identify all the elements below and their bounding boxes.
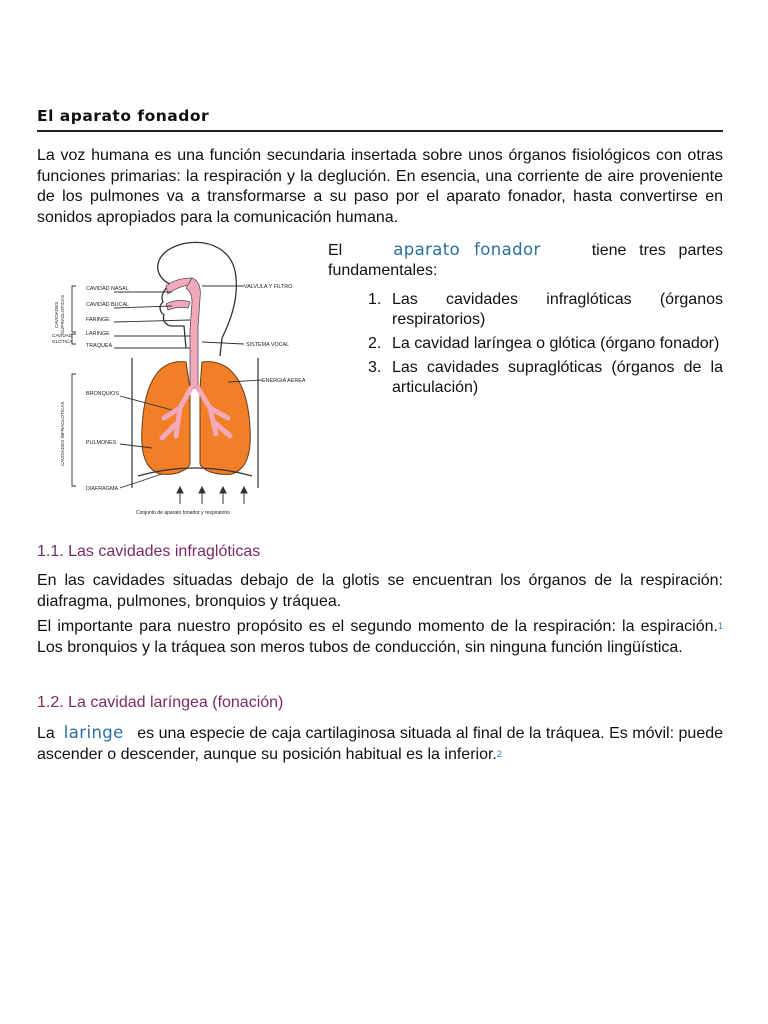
label-valvula: VALVULA Y FILTRO: [244, 284, 293, 290]
respiratory-diagram: [52, 238, 312, 520]
list-item: [328, 358, 723, 398]
term-laringe: laringe: [63, 723, 124, 742]
bracket-glotica-2: GLOTICA: [52, 339, 73, 344]
bracket-glotica-1: CAVIDAD: [52, 333, 73, 338]
section-1-p1-text: En las cavidades situadas debajo de la glotis se encuentran los órganos de la respiración: diafragma, pulmones, bronquios y tráquea.: [37, 572, 723, 610]
section-1-paragraph-2: [37, 617, 723, 658]
label-cavidad-nasal: CAVIDAD NASAL: [86, 286, 129, 292]
section-2-p1-text: [37, 723, 723, 765]
footnote-ref-2[interactable]: 2: [496, 748, 502, 759]
parts-list: [328, 290, 723, 398]
section-heading-infragloticas: 1.1. Las cavidades infraglóticas: [37, 543, 261, 560]
section-1-p2-part-b: Los bronquios y la tráquea son meros tubos de conducción, sin ninguna función lingüística.: [37, 638, 683, 656]
list-item-text: Las cavidades infraglóticas (órganos respiratorios): [392, 291, 723, 328]
label-pulmones: PULMONES: [86, 440, 117, 446]
label-cavidad-bucal: CAVIDAD BUCAL: [86, 302, 130, 308]
list-item-text: La cavidad laríngea o glótica (órgano fonador): [392, 335, 720, 352]
bracket-infra: CAVIDADES INFRAGLOTICAS: [60, 401, 65, 466]
list-item: [328, 290, 723, 330]
section-2-paragraph-1: [37, 723, 723, 765]
label-energia: ENERGIA AEREA: [262, 378, 306, 384]
term-aparato-fonador: aparato fonador: [393, 240, 541, 259]
bracket-supra-2: SUPRAGLOTICAS: [60, 294, 65, 334]
section-2-p1-before: La: [37, 725, 55, 742]
section-1-paragraph-1: [37, 571, 723, 612]
figure-caption: Conjunto de aparato fonador y respiratorio: [136, 510, 230, 516]
section-1-p2-text: [37, 617, 723, 658]
label-laringe: LARINGE: [86, 331, 110, 337]
section-1-p2-part-a: El importante para nuestro propósito es el segundo momento de la respiración: la espiración.: [37, 618, 718, 635]
label-traquea: TRAQUEA: [86, 343, 113, 349]
label-bronquios: BRONQUIOS: [86, 391, 119, 397]
intro-paragraph: [37, 146, 723, 228]
list-item-number: 3.: [368, 359, 382, 376]
respiratory-system-figure: [52, 238, 312, 520]
label-sistema-vocal: SISTEMA VOCAL: [246, 342, 290, 348]
list-item-number: 1.: [368, 291, 382, 308]
section-2-p1-after: es una especie de caja cartilaginosa situada al final de la tráquea. Es móvil: puede ascender o descender, aunque su posición habitual es la inferior.: [37, 725, 724, 763]
footnote-ref-1[interactable]: 1: [717, 621, 723, 631]
list-item: [328, 334, 723, 354]
label-faringe: FARINGE: [86, 317, 110, 323]
section-heading-laringea: 1.2. La cavidad laríngea (fonación): [37, 694, 284, 711]
parts-block: [328, 240, 723, 402]
parts-intro: [328, 240, 723, 281]
parts-intro-before: El: [328, 242, 343, 259]
list-item-text: Las cavidades supraglóticas (órganos de la articulación): [392, 359, 723, 396]
bracket-supra-1: CAVIDADES: [54, 301, 59, 328]
list-item-number: 2.: [368, 335, 382, 352]
intro-paragraph-text: La voz humana es una función secundaria insertada sobre unos órganos fisiológicos con otras funciones primarias: la respiración y la deglución. En esencia, una corriente de aire proveniente de los pulmones va a transformarse a su paso por el aparato fonador, hasta convertirse en sonidos apropiados para la comunicación humana.: [37, 147, 723, 226]
parts-intro-after: tiene tres partes fundamentales:: [328, 242, 724, 279]
label-diafragma: DIAFRAGMA: [86, 486, 119, 492]
page-title: El aparato fonador: [37, 107, 723, 132]
